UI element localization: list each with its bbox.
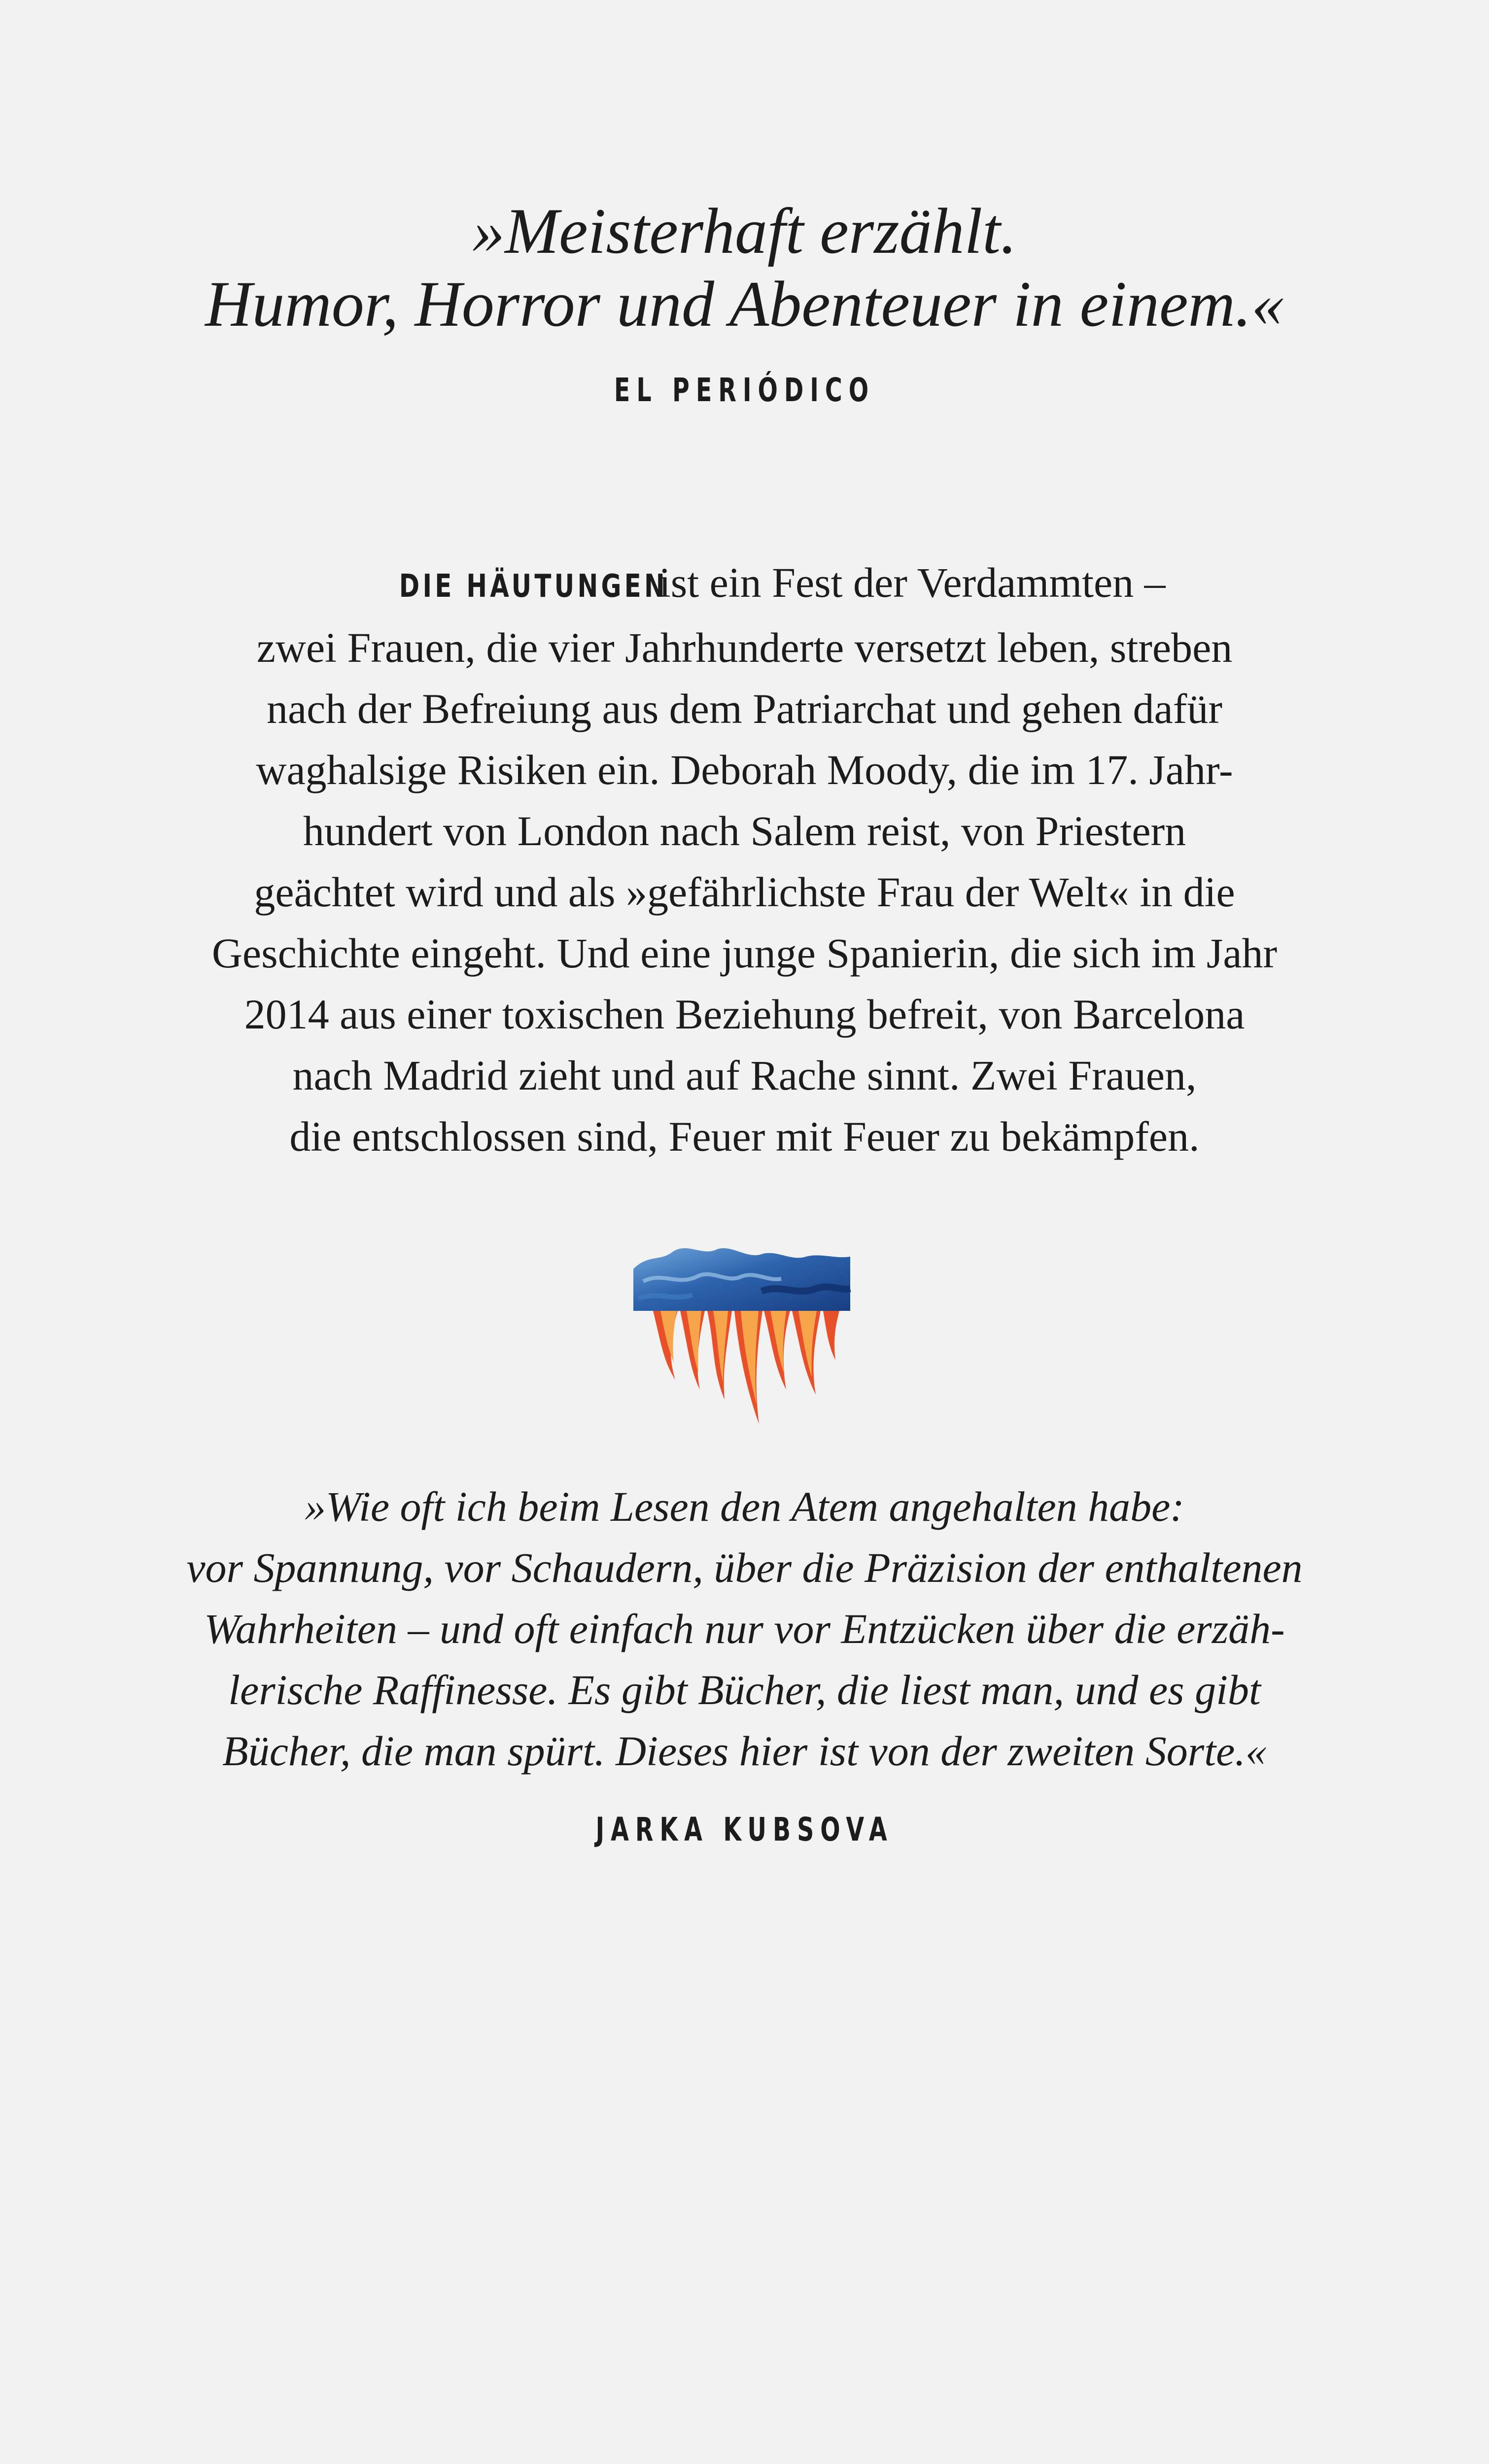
bottom-review-quote bbox=[0, 1476, 1489, 1781]
top-review-source bbox=[0, 371, 1489, 410]
blurb-line: nach Madrid zieht und auf Rache sinnt. Zwei Frauen, bbox=[292, 1052, 1197, 1099]
blurb-line: hundert von London nach Salem reist, von Priestern bbox=[303, 807, 1186, 855]
top-review-source-label: EL PERIÓDICO bbox=[614, 371, 875, 409]
bottom-review-line: »Wie oft ich beim Lesen den Atem angehalten habe: bbox=[305, 1483, 1184, 1530]
book-title: DIE HÄUTUNGEN bbox=[399, 568, 668, 605]
bottom-review-line: Wahrheiten – und oft einfach nur vor Entzücken über die erzäh- bbox=[204, 1605, 1285, 1652]
blurb-line: die entschlossen sind, Feuer mit Feuer zu bekämpfen. bbox=[289, 1113, 1200, 1160]
bottom-review-line: lerische Raffinesse. Es gibt Bücher, die liest man, und es gibt bbox=[228, 1666, 1261, 1713]
top-review-quote bbox=[0, 195, 1489, 341]
blurb-line bbox=[0, 552, 1489, 617]
water-shape bbox=[633, 1248, 850, 1311]
blurb-line: Geschichte eingeht. Und eine junge Spanierin, die sich im Jahr bbox=[211, 929, 1278, 977]
book-blurb bbox=[0, 552, 1489, 1167]
blurb-line: waghalsige Risiken ein. Deborah Moody, die im 17. Jahr- bbox=[256, 746, 1233, 793]
flames-shape bbox=[653, 1311, 839, 1424]
top-review-line: Humor, Horror und Abenteuer in einem.« bbox=[205, 268, 1284, 340]
blurb-line: nach der Befreiung aus dem Patriarchat und gehen dafür bbox=[267, 685, 1222, 732]
bottom-review-line: Bücher, die man spürt. Dieses hier ist von der zweiten Sorte.« bbox=[222, 1727, 1267, 1775]
blurb-line: 2014 aus einer toxischen Beziehung befreit, von Barcelona bbox=[244, 991, 1245, 1038]
bottom-review-source bbox=[0, 1810, 1489, 1849]
top-review-line: »Meisterhaft erzählt. bbox=[472, 195, 1017, 267]
blurb-first-line-text: ist ein Fest der Verdammten – bbox=[648, 559, 1166, 606]
bottom-review-source-label: JARKA KUBSOVA bbox=[595, 1811, 894, 1848]
water-over-flames-icon bbox=[633, 1242, 855, 1429]
blurb-line: geächtet wird und als »gefährlichste Frau der Welt« in die bbox=[254, 868, 1235, 916]
bottom-review-line: vor Spannung, vor Schaudern, über die Präzision der enthaltenen bbox=[186, 1544, 1303, 1591]
blurb-line: zwei Frauen, die vier Jahrhunderte versetzt leben, streben bbox=[256, 624, 1233, 671]
